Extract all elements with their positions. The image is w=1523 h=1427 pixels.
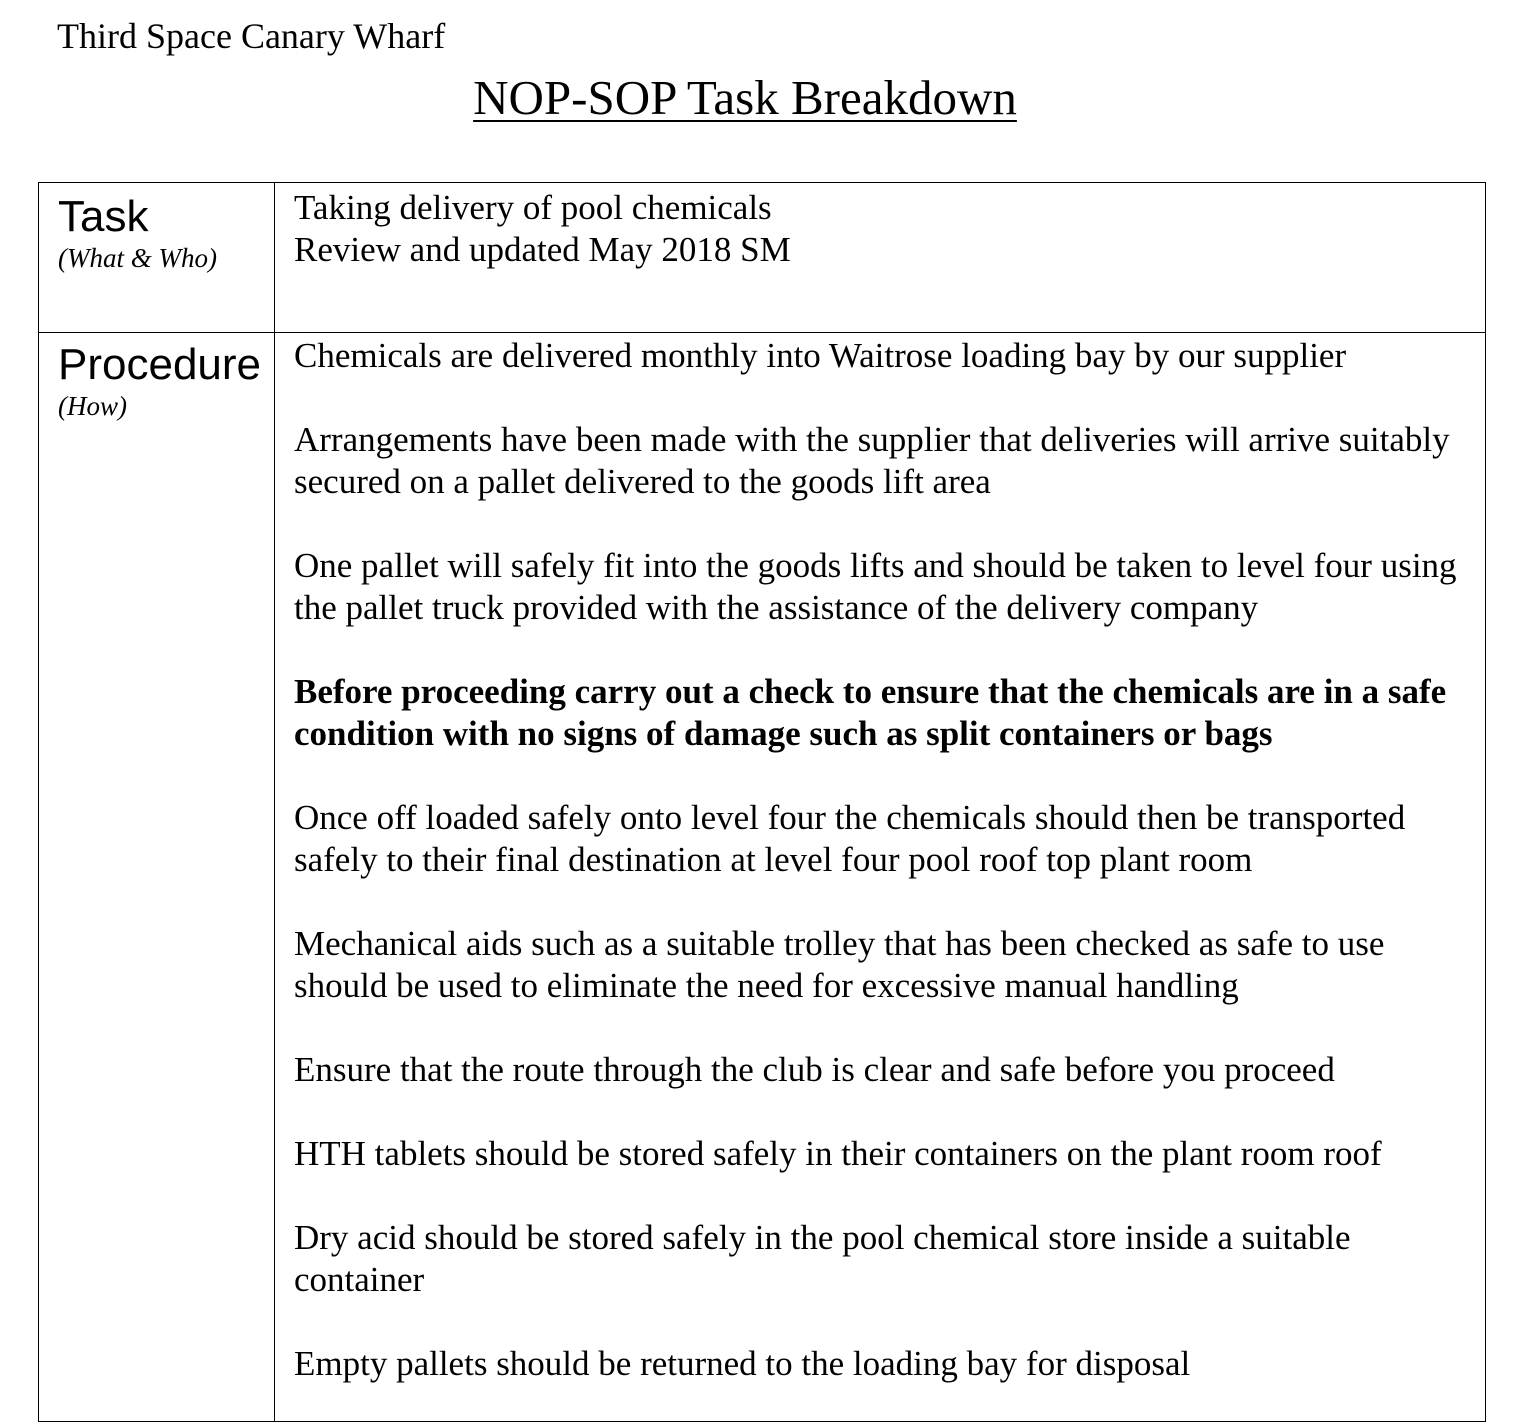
task-sublabel: (What & Who) xyxy=(58,243,217,273)
task-description: Taking delivery of pool chemicals xyxy=(294,188,772,227)
procedure-step: Chemicals are delivered monthly into Waitrose loading bay by our supplier xyxy=(294,336,1347,375)
procedure-step: Once off loaded safely onto level four the chemicals should then be transported safely to their final destination at level four pool roof top plant room xyxy=(294,798,1406,879)
procedure-step: One pallet will safely fit into the goods lifts and should be taken to level four using the pallet truck provided with the assistance of the delivery company xyxy=(294,546,1457,627)
review-note: Review and updated May 2018 SM xyxy=(294,230,791,269)
task-label-cell xyxy=(58,191,273,275)
procedure-step: HTH tablets should be stored safely in their containers on the plant room roof xyxy=(294,1134,1382,1173)
procedure-label-cell xyxy=(58,339,273,423)
procedure-step-warning: Before proceeding carry out a check to ensure that the chemicals are in a safe condition with no signs of damage such as split containers or bags xyxy=(294,672,1447,753)
organisation-name: Third Space Canary Wharf xyxy=(57,16,446,56)
row-divider xyxy=(39,332,1485,333)
procedure-step: Mechanical aids such as a suitable trolley that has been checked as safe to use should be used to eliminate the need for excessive manual handling xyxy=(294,924,1385,1005)
procedure-step: Arrangements have been made with the supplier that deliveries will arrive suitably secured on a pallet delivered to the goods lift area xyxy=(294,420,1450,501)
document-title: NOP-SOP Task Breakdown xyxy=(473,70,1017,125)
procedure-steps xyxy=(294,335,1479,1427)
column-divider xyxy=(274,183,275,1421)
procedure-step: Ensure that the route through the club is clear and safe before you proceed xyxy=(294,1050,1335,1089)
procedure-step: Empty pallets should be returned to the loading bay for disposal xyxy=(294,1344,1191,1383)
procedure-sublabel: (How) xyxy=(58,391,127,421)
procedure-label: Procedure xyxy=(58,340,262,389)
task-description-cell xyxy=(294,187,1479,271)
sop-table xyxy=(38,182,1486,1422)
procedure-step: Dry acid should be stored safely in the pool chemical store inside a suitable container xyxy=(294,1218,1351,1299)
task-label: Task xyxy=(58,192,149,241)
